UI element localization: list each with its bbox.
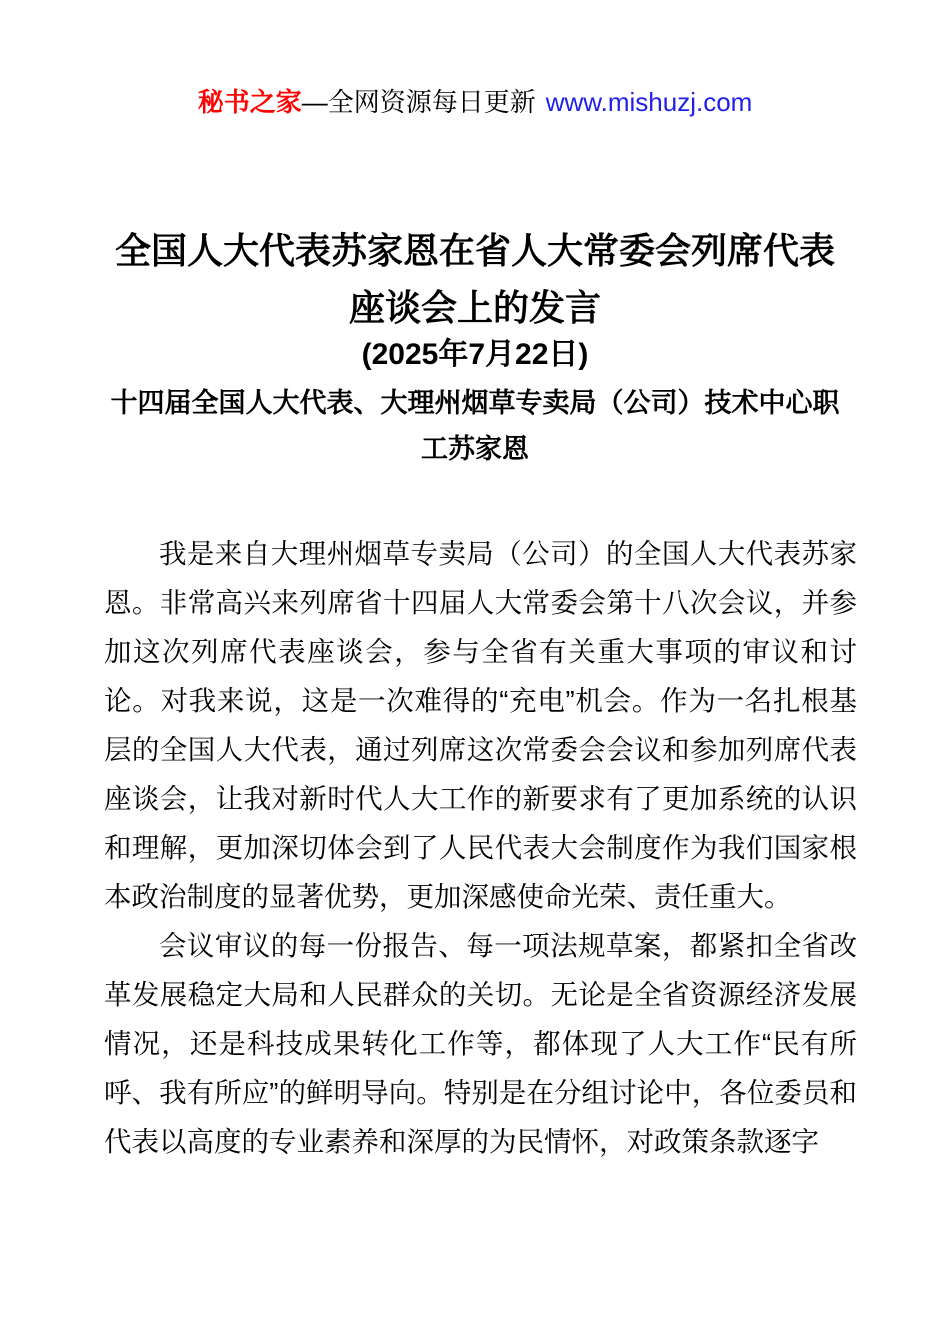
document-title: 全国人大代表苏家恩在省人大常委会列席代表座谈会上的发言 — [114, 230, 835, 328]
header-tagline: —全网资源每日更新 — [301, 87, 536, 117]
site-url-link[interactable]: www.mishuzj.com — [545, 87, 753, 117]
document-date: (2025年7月22日) — [361, 338, 589, 371]
document-byline: 十四届全国人大代表、大理州烟草专卖局（公司）技术中心职工苏家恩 — [110, 388, 840, 464]
site-header — [0, 85, 950, 119]
document-body — [104, 529, 857, 1166]
brand-name: 秘书之家 — [197, 87, 302, 117]
body-paragraph: 会议审议的每一份报告、每一项法规草案，都紧扣全省改革发展稳定大局和人民群众的关切。无论是全省资源经济发展情况，还是科技成果转化工作等，都体现了人大工作“民有所呼、我有所应”的鲜明导向。特别是在分组讨论中，各位委员和代表以高度的专业素养和深厚的为民情怀，对政策条款逐字 — [104, 930, 857, 1157]
body-paragraph: 我是来自大理州烟草专卖局（公司）的全国人大代表苏家恩。非常高兴来列席省十四届人大常委会第十八次会议，并参加这次列席代表座谈会，参与全省有关重大事项的审议和讨论。对我来说，这是一次难得的“充电”机会。作为一名扎根基层的全国人大代表，通过列席这次常委会会议和参加列席代表座谈会，让我对新时代人大工作的新要求有了更加系统的认识和理解，更加深切体会到了人民代表大会制度作为我们国家根本政治制度的显著优势，更加深感使命光荣、责任重大。 — [104, 538, 857, 912]
